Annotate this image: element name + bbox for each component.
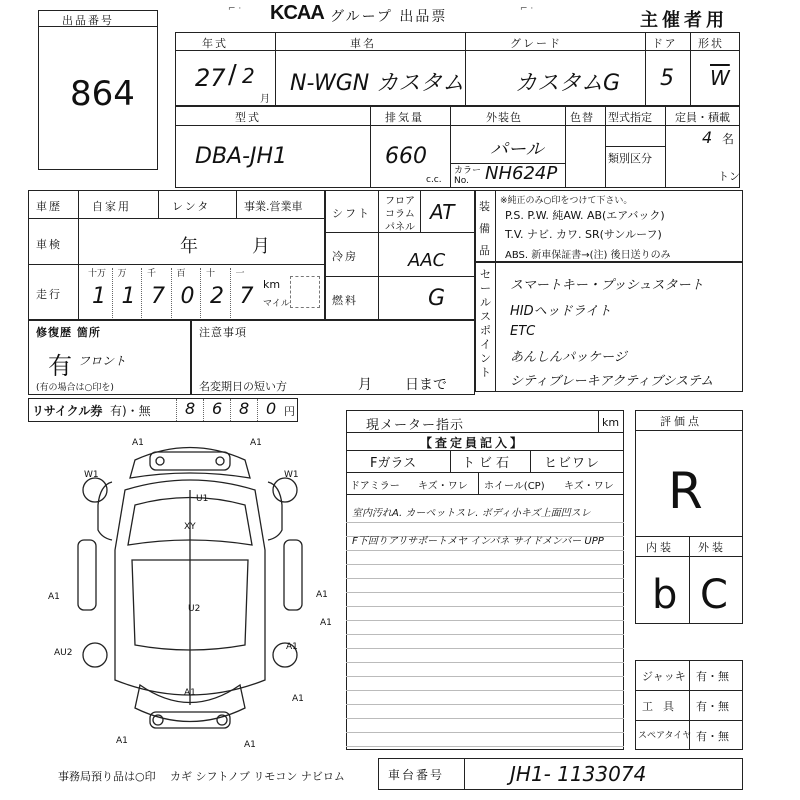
history-label: 車歴 xyxy=(36,200,62,213)
sales-points-label: セールスポイント xyxy=(480,268,491,379)
fuel-value: G xyxy=(428,286,446,311)
expiry-label: 名変期日の短い方 xyxy=(199,380,287,393)
sales-point-5: シティブレーキアクティブシステム xyxy=(510,374,714,389)
diagram-mark-1: A1 xyxy=(132,438,144,448)
form-title: グループ 出品票 xyxy=(330,9,448,25)
recycle-digit: 8 xyxy=(185,399,196,418)
diagram-mark-5: U1 xyxy=(196,494,209,504)
fuel-label: 燃料 xyxy=(332,294,358,307)
expiry-month: 月 xyxy=(358,377,372,393)
note-rule xyxy=(346,690,624,691)
odometer-digit-label: 十万 xyxy=(88,269,107,279)
note-rule xyxy=(346,704,624,705)
odometer-digit: 1 xyxy=(121,284,136,309)
odometer-digit: 7 xyxy=(151,284,165,309)
note-rule xyxy=(346,606,624,607)
lot-number-label: 出品番号 xyxy=(62,14,114,27)
jack-value: 有・無 xyxy=(696,670,729,683)
month-unit: 月 xyxy=(260,94,270,105)
year-value: 27 xyxy=(195,64,226,92)
color-number-label: カラーNo. xyxy=(454,166,482,186)
odometer-digit: 0 xyxy=(180,284,195,309)
km-label: km xyxy=(263,278,281,291)
wheel-label: ホイール(CP) xyxy=(484,481,545,492)
inspection-year: 年 xyxy=(180,236,198,257)
score-value: R xyxy=(668,462,703,520)
grade-value: カスタムG xyxy=(515,71,621,96)
year-label: 年式 xyxy=(202,37,228,50)
model-label: 型式 xyxy=(235,111,261,124)
score-label: 評価点 xyxy=(660,415,702,428)
interior-value: b xyxy=(652,572,678,618)
note-rule xyxy=(346,662,624,663)
shift-panel: パネル xyxy=(385,222,415,233)
odometer-digit: 7 xyxy=(239,284,254,309)
office-items: カギ シフトノブ リモコン ナビロム xyxy=(170,770,345,783)
odometer-digit-label: 十 xyxy=(206,269,216,279)
note-rule xyxy=(346,620,624,621)
sales-point-3: ETC xyxy=(510,324,536,339)
recycle-label: リサイクル券 xyxy=(32,404,103,418)
odometer-digit: 2 xyxy=(210,284,224,309)
history-business: 事業.営業車 xyxy=(244,200,303,213)
spare-tire-value: 有・無 xyxy=(696,730,729,743)
odometer-digit: 1 xyxy=(92,284,106,309)
lot-number: 864 xyxy=(70,74,135,114)
meter-label: 現メーター指示 xyxy=(366,418,465,433)
grade-label: グレード xyxy=(510,37,562,50)
note-rule xyxy=(346,746,624,747)
diagram-mark-12: A1 xyxy=(286,642,298,652)
exterior-label: 外装 xyxy=(698,541,726,554)
door-mirror-damage: キズ・ワレ xyxy=(418,481,468,492)
inspection-label: 車検 xyxy=(36,238,62,251)
repair-location: フロント xyxy=(78,354,127,368)
repair-label: 修復歴 箇所 xyxy=(36,326,101,339)
odometer-divider xyxy=(112,268,113,318)
note-rule xyxy=(346,648,624,649)
color-change-label: 色替 xyxy=(570,111,594,124)
displacement-unit: c.c. xyxy=(426,175,442,185)
shift-floor: フロア xyxy=(385,196,415,207)
odometer-digit-label: 一 xyxy=(235,269,245,279)
doors-label: ドア xyxy=(652,37,678,50)
exterior-color-label: 外装色 xyxy=(486,111,522,124)
repair-note: (有の場合は○印を) xyxy=(36,383,114,393)
odometer-divider xyxy=(230,268,231,318)
note-rule xyxy=(346,564,624,565)
note-rule xyxy=(346,718,624,719)
diagram-mark-3: W1 xyxy=(84,470,99,480)
recycle-unit: 円 xyxy=(284,405,295,418)
shift-label: シフト xyxy=(332,207,371,220)
model-designation-label: 型式指定 xyxy=(608,111,652,124)
inspection-month: 月 xyxy=(252,236,270,257)
exterior-value: C xyxy=(700,572,728,618)
equipment-label: 装備品 xyxy=(479,200,490,257)
capacity-value: 4 xyxy=(702,128,713,147)
recycle-digit-divider xyxy=(230,399,231,421)
diagram-mark-16: A1 xyxy=(244,740,256,750)
displacement-value: 660 xyxy=(385,144,427,169)
diagram-mark-11: AU2 xyxy=(54,648,73,658)
diagram-mark-14: A1 xyxy=(292,694,304,704)
note-rule xyxy=(346,634,624,635)
diagram-mark-9: U2 xyxy=(188,604,201,614)
kcaa-logo: KCAA xyxy=(270,2,324,24)
note-rule xyxy=(346,550,624,551)
note-rule xyxy=(346,592,624,593)
recycle-digit: 8 xyxy=(239,399,250,418)
name-label: 車名 xyxy=(350,37,376,50)
recycle-digit: 6 xyxy=(212,399,223,418)
month-value: 2 xyxy=(242,64,255,88)
equipment-row-1: P.S. P.W. 純AW. AB(エアバック) xyxy=(505,209,665,222)
color-number-value: NH624P xyxy=(485,163,558,184)
chassis-number: JH1- 1133074 xyxy=(510,762,647,786)
equipment-note: ※純正のみ○印をつけて下さい。 xyxy=(500,196,633,206)
expiry-day: 日まで xyxy=(405,377,447,393)
diagram-mark-8: A1 xyxy=(316,590,328,600)
sales-point-4: あんしんパッケージ xyxy=(510,350,627,365)
tools-value: 有・無 xyxy=(696,700,729,713)
displacement-label: 排気量 xyxy=(385,111,424,124)
note-rule xyxy=(346,522,624,523)
inspector-header: 【査定員記入】 xyxy=(420,436,526,450)
shift-value: AT xyxy=(430,200,455,224)
interior-label: 内装 xyxy=(646,541,674,554)
diagram-mark-4: W1 xyxy=(284,470,299,480)
repair-value: 有 xyxy=(48,352,72,380)
diagram-mark-15: A1 xyxy=(116,736,128,746)
equipment-row-3: ABS. 新車保証書→(注) 後日送りのみ xyxy=(505,250,671,261)
inspector-note-1: 室内汚れA. カーペットスレ. ボディ小キズ上面凹スレ xyxy=(352,508,591,519)
odometer-divider xyxy=(171,268,172,318)
sales-point-2: HIDヘッドライト xyxy=(510,304,612,319)
remarks-label: 注意事項 xyxy=(199,326,247,339)
top-corner-marks: ⌐ · xyxy=(228,4,242,14)
load-unit: トン xyxy=(718,170,740,183)
odometer-digit-label: 千 xyxy=(147,269,157,279)
wheel-damage: キズ・ワレ xyxy=(564,481,614,492)
car-name: N-WGN カスタム xyxy=(290,71,465,96)
chassis-label: 車台番号 xyxy=(388,768,445,782)
crack-label: ヒビワレ xyxy=(544,456,601,471)
history-rental: レンタ xyxy=(172,200,211,213)
chip-label: トビ石 xyxy=(462,456,514,471)
door-mirror-label: ドアミラー xyxy=(350,481,400,492)
organizer-label: 主催者用 xyxy=(640,10,728,31)
diagram-mark-6: XY xyxy=(184,522,196,532)
meter-km: km xyxy=(602,416,620,429)
model-value: DBA-JH1 xyxy=(195,144,288,169)
diagram-mark-10: A1 xyxy=(320,618,332,628)
year-slash: / xyxy=(228,60,237,90)
diagram-mark-13: A1 xyxy=(184,688,196,698)
glass-label: Fガラス xyxy=(370,456,417,471)
exterior-color-value: パール xyxy=(490,139,544,160)
mile-label: マイル xyxy=(263,299,290,309)
note-rule xyxy=(346,676,624,677)
equipment-row-2: T.V. ナビ. カワ. SR(サンルーフ) xyxy=(505,228,662,241)
odometer-divider xyxy=(141,268,142,318)
diagram-mark-2: A1 xyxy=(250,438,262,448)
recycle-digit-divider xyxy=(203,399,204,421)
shift-column: コラム xyxy=(385,209,415,220)
odometer-digit-label: 万 xyxy=(117,269,127,279)
recycle-digit-divider xyxy=(176,399,177,421)
top-right-marks: ⌐ · xyxy=(520,4,534,14)
note-rule xyxy=(346,578,624,579)
shape-label: 形状 xyxy=(698,37,724,50)
office-note: 事務局預り品は○印 xyxy=(58,770,156,783)
category-label: 類別区分 xyxy=(608,152,652,165)
capacity-unit: 名 xyxy=(722,132,735,146)
doors-value: 5 xyxy=(660,66,674,91)
note-rule xyxy=(346,732,624,733)
odometer-digit-label: 百 xyxy=(176,269,186,279)
recycle-digit: 0 xyxy=(266,399,277,418)
spare-tire-label: スペアタイヤ xyxy=(638,731,692,741)
shape-value: $\overline{W}$ xyxy=(710,66,730,90)
inspector-note-2: F下回りアリサポートメヤ インパネ サイドメンバー UPP xyxy=(352,536,604,547)
recycle-digit-divider xyxy=(257,399,258,421)
capacity-label: 定員・積載 xyxy=(675,111,730,124)
odometer-divider xyxy=(200,268,201,318)
tools-label: 工具 xyxy=(642,700,684,713)
diagram-mark-7: A1 xyxy=(48,592,60,602)
mileage-label: 走行 xyxy=(36,288,62,301)
ac-value: AAC xyxy=(408,250,446,271)
sales-point-1: スマートキー・プッシュスタート xyxy=(510,278,704,293)
mile-checkbox xyxy=(290,276,320,308)
ac-label: 冷房 xyxy=(332,250,358,263)
recycle-status: 有)・無 xyxy=(110,404,151,418)
jack-label: ジャッキ xyxy=(642,670,686,683)
history-private: 自家用 xyxy=(92,200,131,213)
